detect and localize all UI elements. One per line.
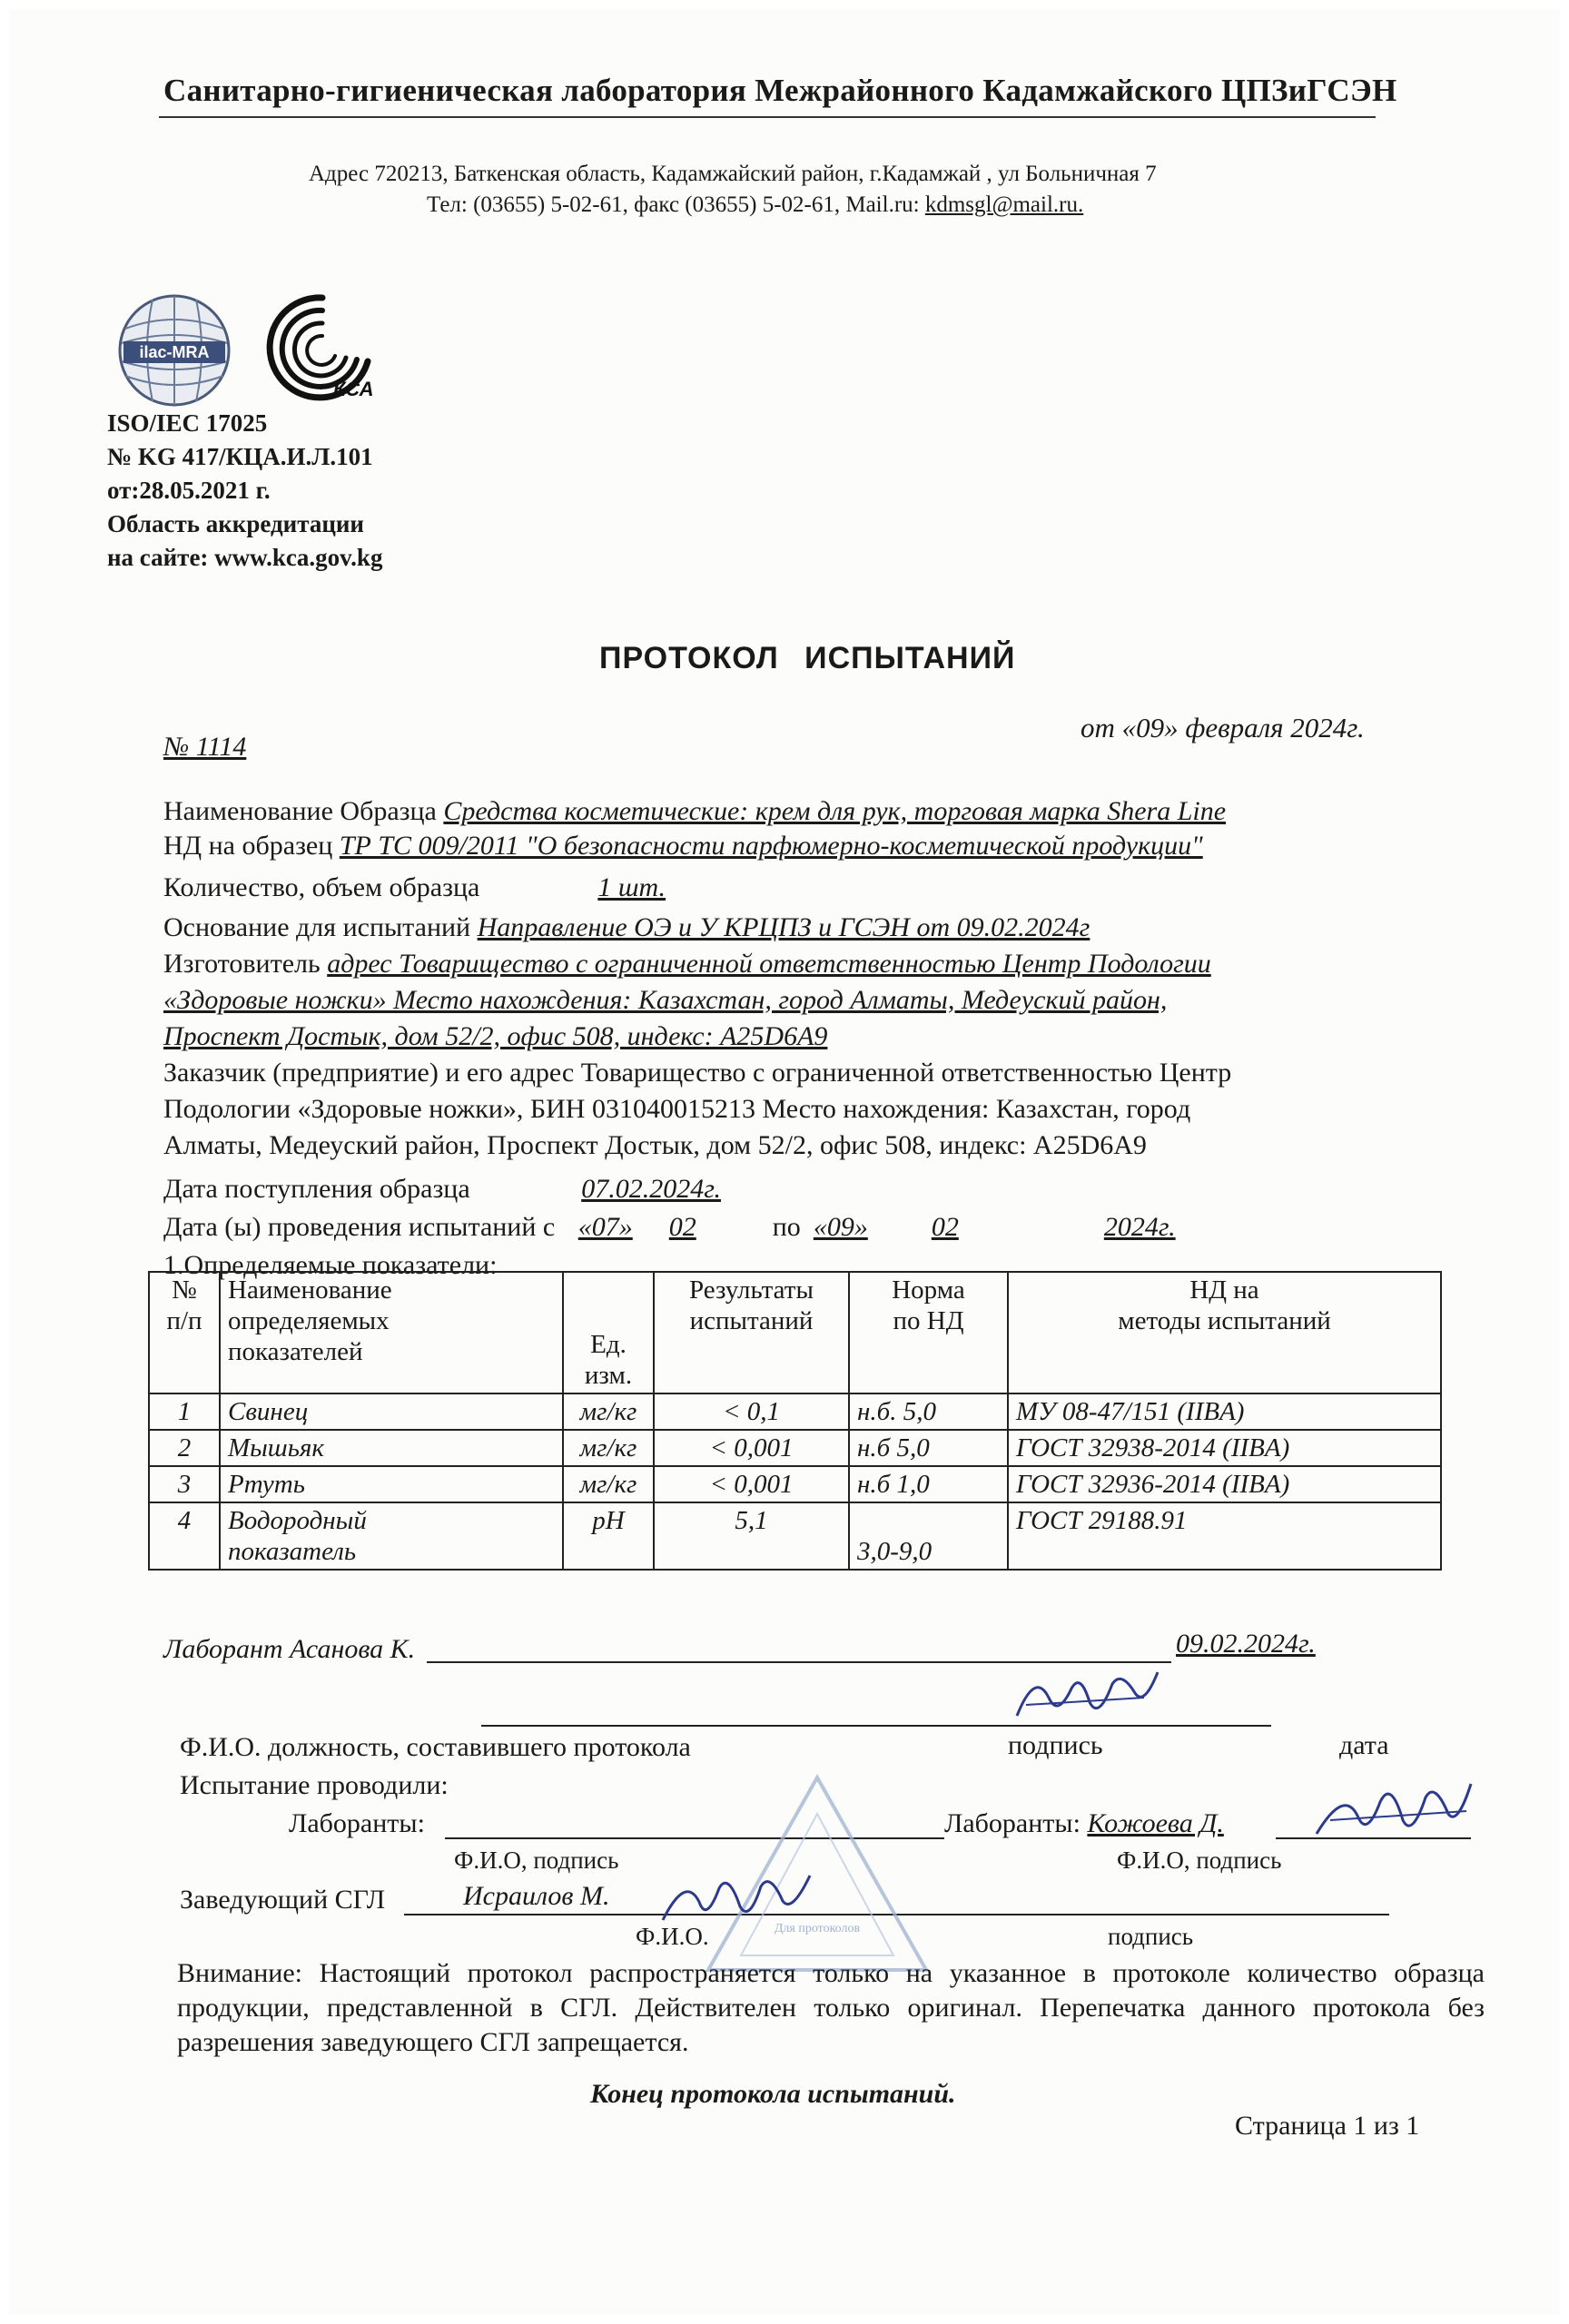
end-of-protocol: Конец протокола испытаний.	[590, 2079, 956, 2109]
accreditation-site: на сайте: www.kca.gov.kg	[107, 544, 383, 571]
header-cell: Ед. изм.	[563, 1272, 654, 1393]
results-table	[148, 1271, 1442, 1571]
head-label: Заведующий СГЛ	[180, 1885, 386, 1915]
protocol-date: от «09» февраля 2024г.	[1081, 712, 1365, 743]
table-cell: 5,1	[654, 1502, 849, 1570]
sample-name-row: Наименование Образца Средства косметические: крем для рук, торговая марка Shera Line	[163, 796, 1227, 826]
manufacturer-row-2: «Здоровые ножки» Место нахождения: Казахстан, город Алматы, Медеуский район,	[163, 985, 1168, 1015]
table-cell: 4	[149, 1502, 220, 1570]
logo-text-ilac: ilac-MRA	[139, 343, 210, 361]
table-row	[149, 1430, 1441, 1466]
table-cell: мг/кг	[563, 1393, 654, 1430]
date-label: дата	[1339, 1730, 1389, 1760]
table-cell: 3	[149, 1466, 220, 1502]
table-cell: < 0,001	[654, 1430, 849, 1466]
received-date-row: Дата поступления образца 07.02.2024г.	[163, 1174, 721, 1204]
email-link[interactable]: kdmsgl@mail.ru.	[924, 192, 1084, 217]
logo-text-kca: КСА	[333, 378, 374, 400]
table-cell: pH	[563, 1502, 654, 1570]
fio-sign-right: Ф.И.О, подпись	[1117, 1846, 1282, 1874]
manufacturer-row-3: Проспект Достык, дом 52/2, офис 508, индекс: A25D6A9	[163, 1021, 828, 1051]
header-cell: № п/п	[149, 1272, 220, 1393]
stamp-text: Для протоколов	[774, 1922, 861, 1935]
table-cell: Водородный показатель	[220, 1502, 563, 1570]
laborant-date: 09.02.2024г.	[1176, 1629, 1316, 1659]
accreditation-number: № KG 417/КЦА.И.Л.101	[107, 443, 373, 470]
lab-address: Адрес 720213, Баткенская область, Кадамжайский район, г.Кадамжай , ул Больничная 7	[309, 162, 1157, 186]
page-number: Страница 1 из 1	[1235, 2111, 1420, 2141]
indicators-heading: 1.Определяемые показатели:	[163, 1250, 498, 1280]
head-name: Исраилов М.	[463, 1881, 610, 1911]
composer-signature	[1008, 1661, 1162, 1734]
accreditation-date: от:28.05.2021 г.	[107, 477, 271, 504]
customer-row-3: Алматы, Медеуский район, Проспект Достык, дом 52/2, офис 508, индекс: A25D6A9	[163, 1130, 1147, 1160]
customer-row-2: Подологии «Здоровые ножки», БИН 031040015213 Место нахождения: Казахстан, город	[163, 1094, 1191, 1124]
head-signature	[654, 1861, 817, 1934]
table-row	[149, 1466, 1441, 1502]
table-cell: Мышьяк	[220, 1430, 563, 1466]
kca-logo	[259, 289, 386, 407]
table-cell: 3,0-9,0	[849, 1502, 1008, 1570]
laborants-right-label: Лаборанты: Кожоева Д.	[944, 1808, 1224, 1838]
accreditation-standard: ISO/IEC 17025	[107, 409, 268, 437]
lab-contacts: Тел: (03655) 5-02-61, факс (03655) 5-02-61, Mail.ru: kdmsgl@mail.ru.	[427, 192, 1084, 217]
header-cell: НД на методы испытаний	[1008, 1272, 1441, 1393]
table-cell: 2	[149, 1430, 220, 1466]
ilac-mra-logo	[116, 292, 232, 409]
composer-label: Ф.И.О. должность, составившего протокола	[180, 1732, 691, 1762]
table-cell: н.б. 5,0	[849, 1393, 1008, 1430]
accreditation-block	[107, 407, 382, 575]
table-row	[149, 1502, 1441, 1570]
sign-label: подпись	[1108, 1923, 1194, 1950]
table-cell: 1	[149, 1393, 220, 1430]
table-cell: мг/кг	[563, 1466, 654, 1502]
fio-label: Ф.И.О.	[636, 1923, 709, 1950]
table-row	[149, 1393, 1441, 1430]
signature-label: подпись	[1008, 1730, 1103, 1760]
table-header-row	[149, 1272, 1441, 1393]
laborant-name: Лаборант Асанова К.	[163, 1634, 416, 1664]
header-cell: Наименование определяемых показателей	[220, 1272, 563, 1393]
warning-text: Внимание: Настоящий протокол распространяется только на указанное в протоколе количество образца продукции, представленной в СГЛ. Действителен только оригинал. Перепечатка данного протокола без разрешения заведующего СГЛ запрещается.	[177, 1958, 1485, 2057]
laborants-left-label: Лаборанты:	[289, 1808, 425, 1838]
table-cell: < 0,001	[654, 1466, 849, 1502]
accreditation-scope: Область аккредитации	[107, 510, 364, 537]
protocol-title: ПРОТОКОЛ ИСПЫТАНИЙ	[599, 641, 1016, 675]
header-divider	[159, 116, 1376, 118]
table-cell: ГОСТ 29188.91	[1008, 1502, 1441, 1570]
customer-row-1: Заказчик (предприятие) и его адрес Товарищество с ограниченной ответственностью Центр	[163, 1058, 1232, 1088]
conducted-label: Испытание проводили:	[180, 1770, 449, 1800]
table-cell: ГОСТ 32936-2014 (IIBA)	[1008, 1466, 1441, 1502]
header-cell: Норма по НД	[849, 1272, 1008, 1393]
table-cell: Свинец	[220, 1393, 563, 1430]
test-dates-row: Дата (ы) проведения испытаний с «07» 02 по «09» 02 2024г.	[163, 1212, 1176, 1242]
quantity-row: Количество, объем образца 1 шт.	[163, 872, 666, 902]
table-cell: ГОСТ 32938-2014 (IIBA)	[1008, 1430, 1441, 1466]
basis-row: Основание для испытаний Направление ОЭ и У КРЦПЗ и ГСЭН от 09.02.2024г	[163, 912, 1090, 942]
protocol-number: № 1114	[163, 732, 247, 762]
table-cell: н.б 5,0	[849, 1430, 1008, 1466]
table-cell: МУ 08-47/151 (IIBA)	[1008, 1393, 1441, 1430]
laborant-signature	[1308, 1770, 1480, 1852]
table-cell: мг/кг	[563, 1430, 654, 1466]
table-cell: < 0,1	[654, 1393, 849, 1430]
fio-sign-left: Ф.И.О, подпись	[454, 1846, 619, 1874]
lab-name-heading: Санитарно-гигиеническая лаборатория Межрайонного Кадамжайского ЦПЗиГСЭН	[163, 73, 1397, 108]
table-cell: н.б 1,0	[849, 1466, 1008, 1502]
table-cell: Ртуть	[220, 1466, 563, 1502]
header-cell: Результаты испытаний	[654, 1272, 849, 1393]
nd-row: НД на образец ТР ТС 009/2011 "О безопасности парфюмерно-косметической продукции"	[163, 831, 1203, 861]
manufacturer-row: Изготовитель адрес Товарищество с ограниченной ответственностью Центр Подологии	[163, 949, 1211, 979]
